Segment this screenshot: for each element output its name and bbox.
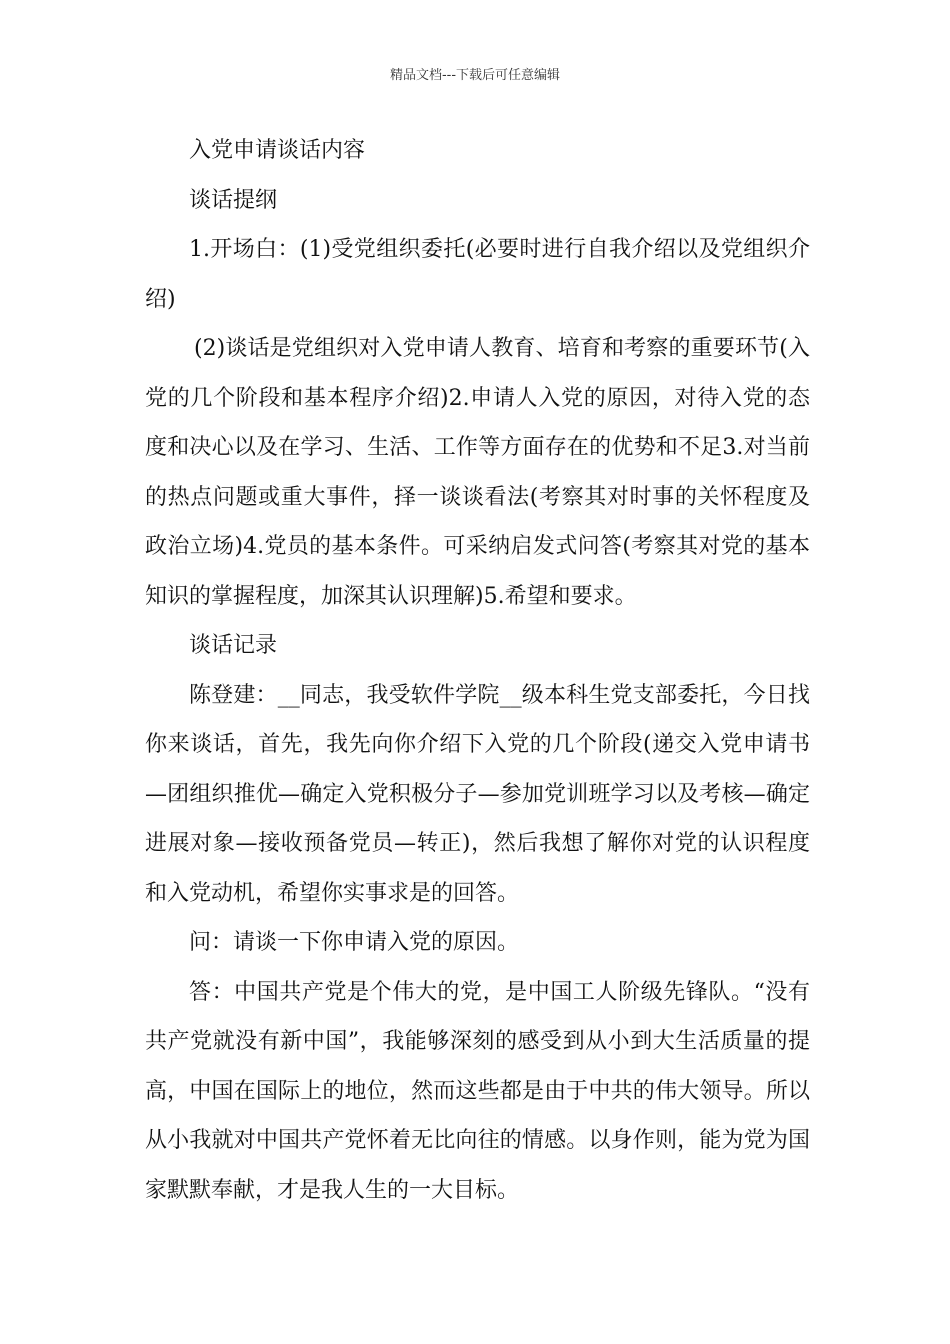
paragraph-question: 问：请谈一下你申请入党的原因。 [189,930,520,955]
paragraph-outline-points: (2)谈话是党组织对入党申请人教育、培育和考察的重要环节(入党的几个阶段和基本程序介绍)2.申请人入党的原因，对待入党的态度和决心以及在学习、生活、工作等方面存在的优势和不足3.对当前的热点问题或重大事件，择一谈谈看法(考察其对时事的关怀程度及政治立场)4.党员的基本条件。可采纳启发式问答(考察其对党的基本知识的掌握程度，加深其认识理解)5.希望和要求。 [145,336,810,609]
section-heading-outline: 谈话提纲 [189,187,278,213]
paragraph-opening: 1.开场白：(1)受党组织委托(必要时进行自我介绍以及党组织介绍) [145,237,810,312]
document-title: 入党申请谈话内容 [189,138,366,163]
document-body [145,126,810,1215]
paragraph-interviewer-intro: 陈登建：__同志，我受软件学院__级本科生党支部委托，今日找你来谈话，首先，我先向你介绍下入党的几个阶段(递交入党申请书—团组织推优—确定入党积极分子—参加党训班学习以及考核—确定进展对象—接收预备党员—转正)，然后我想了解你对党的认识程度和入党动机，希望你实事求是的回答。 [145,682,810,906]
paragraph-answer: 答：中国共产党是个伟大的党，是中国工人阶级先锋队。“没有共产党就没有新中国”，我能够深刻的感受到从小到大生活质量的提高，中国在国际上的地位，然而这些都是由于中共的伟大领导。所以从小我就对中国共产党怀着无比向往的情感。以身作则，能为党为国家默默奉献，才是我人生的一大目标。 [145,979,810,1203]
section-heading-record: 谈话记录 [189,633,278,658]
document-header-watermark: 精品文档---下载后可任意编辑 [389,68,561,83]
